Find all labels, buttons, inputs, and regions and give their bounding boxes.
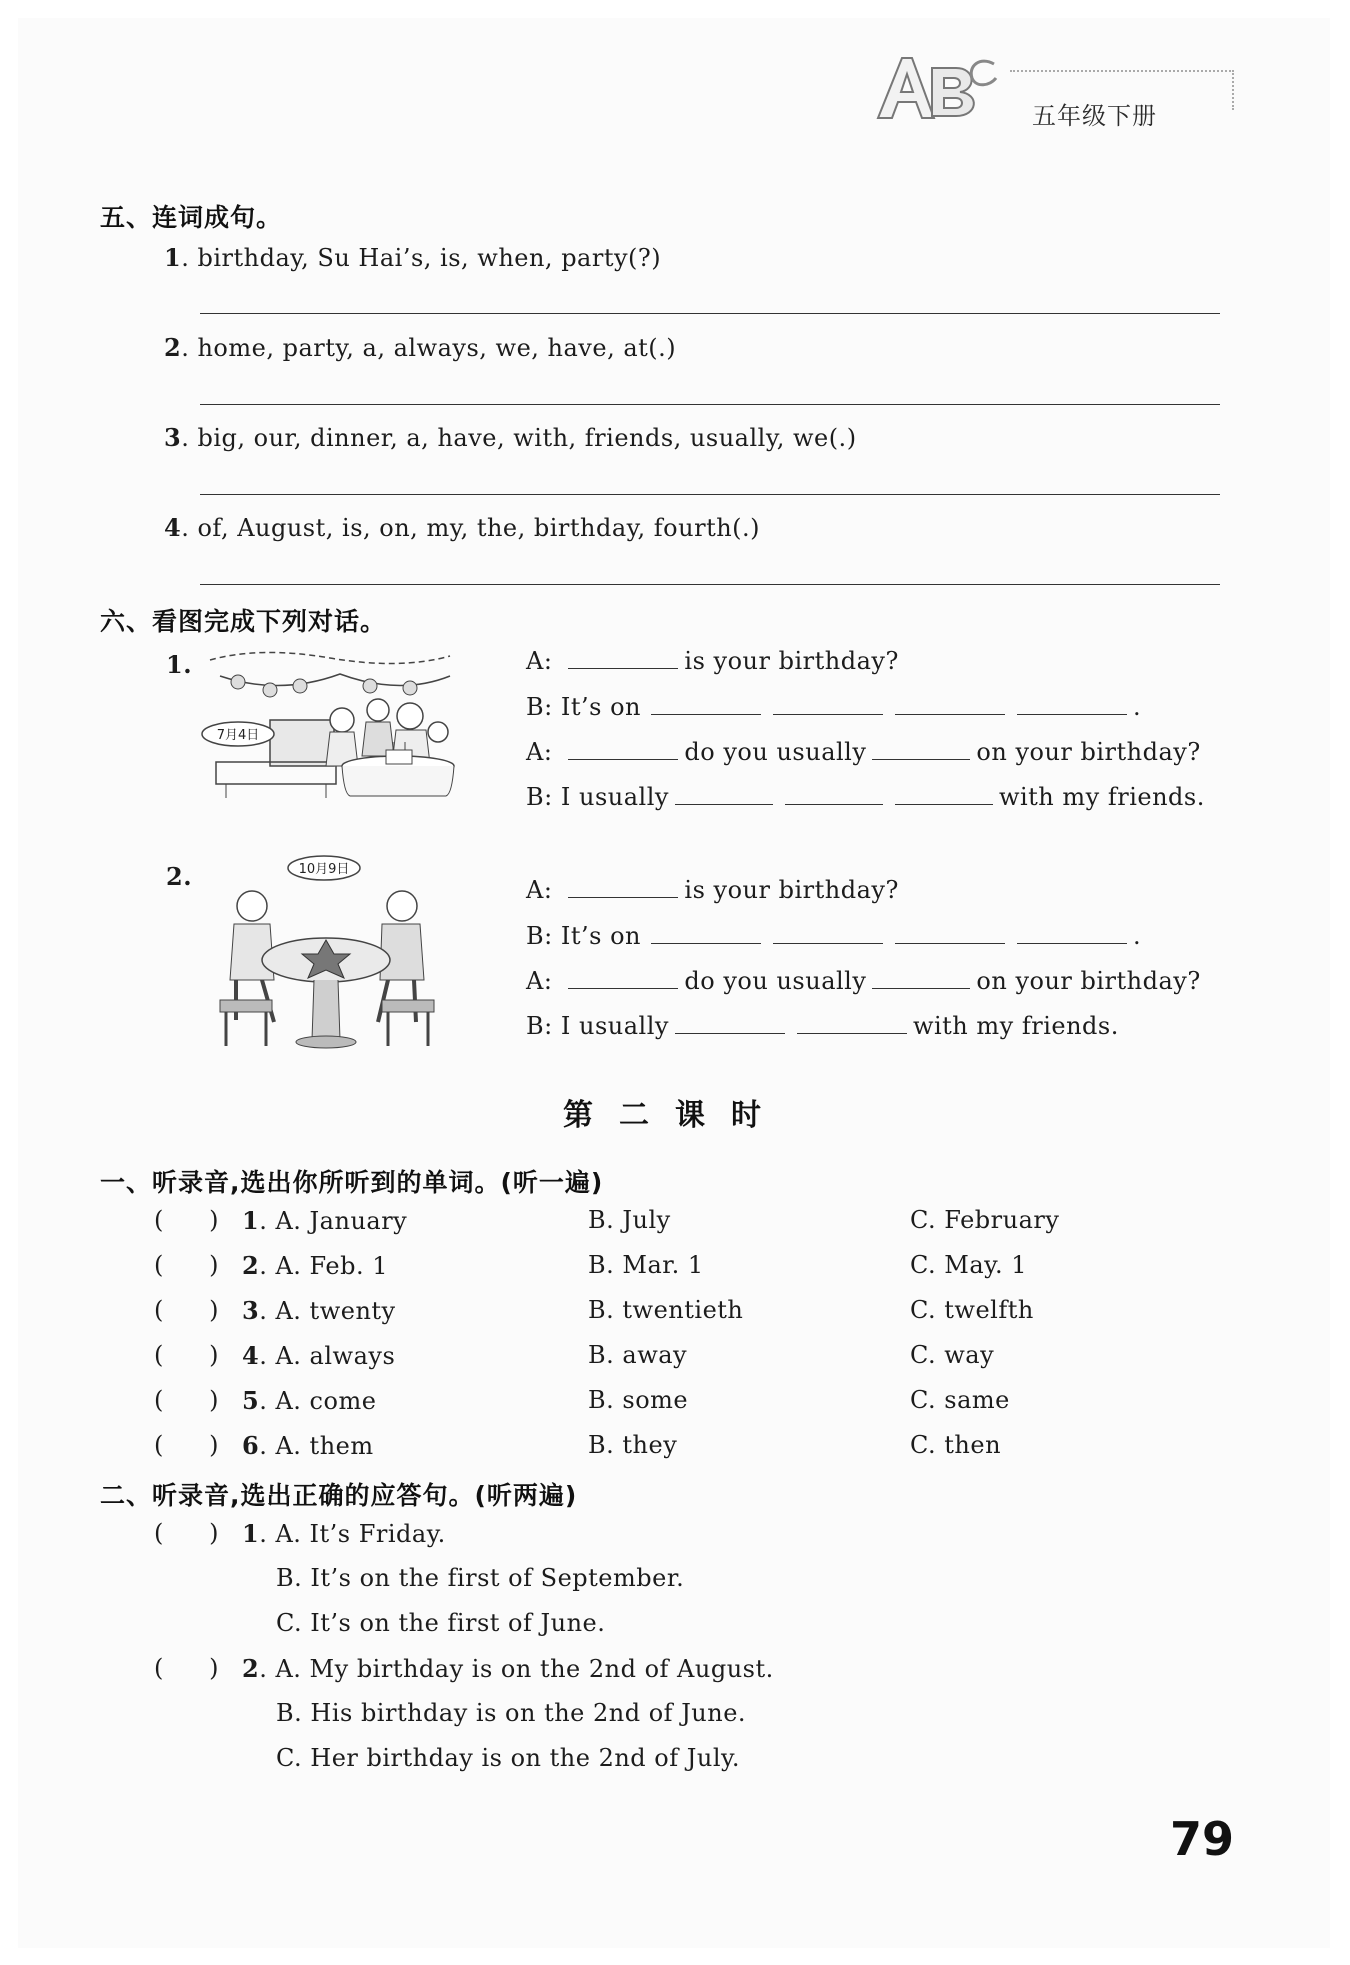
dialog-1-line-b2 (526, 782, 1205, 811)
item-number: 3 (242, 1296, 260, 1325)
choice-b: B. some (588, 1386, 689, 1414)
chess-game-picture (216, 850, 442, 1056)
item-number: 2 (242, 1251, 260, 1280)
paren-open: ( (154, 1251, 164, 1279)
choice-b: B. away (588, 1341, 688, 1369)
choice-c: C. May. 1 (910, 1251, 1028, 1279)
item-number: 1 (242, 1519, 260, 1548)
paren-open: ( (154, 1341, 164, 1369)
paren-open: ( (154, 1206, 164, 1234)
dialog-2-line-b1: B: It’s on . (526, 922, 1142, 950)
item-number: 2 (164, 333, 182, 362)
paren-open: ( (154, 1519, 164, 1547)
item-number: 2 (242, 1654, 260, 1683)
answer-line[interactable] (200, 494, 1220, 495)
answer-paren[interactable] (154, 1206, 219, 1234)
section-6-title: 六、看图完成下列对话。 (100, 607, 387, 636)
speaker-label: B: (526, 783, 553, 811)
speaker-label: B: (526, 1012, 553, 1040)
blank-field[interactable] (675, 1011, 785, 1034)
item-number: 3 (164, 423, 182, 452)
choice-text: . A. always (259, 1342, 396, 1370)
speaker-label: A: (526, 876, 553, 904)
paren-open: ( (154, 1431, 164, 1459)
line-text: do you usually (684, 738, 867, 766)
choice-b: B. twentieth (588, 1296, 744, 1324)
choice-a (242, 1251, 388, 1280)
choice-text: . A. Feb. 1 (259, 1252, 388, 1280)
blank-field[interactable] (568, 966, 678, 989)
choice-c: C. February (910, 1206, 1060, 1234)
line-text: on your birthday? (976, 738, 1201, 766)
item-number: 4 (242, 1341, 260, 1370)
section-5-title: 五、连词成句。 (100, 203, 283, 232)
item-words: . big, our, dinner, a, have, with, friends, usually, we(.) (181, 424, 857, 452)
part-1-title: 一、听录音,选出你所听到的单词。(听一遍) (100, 1168, 604, 1197)
blank-field[interactable] (773, 921, 883, 944)
s5-item-3 (164, 423, 857, 452)
choice-text: . A. come (259, 1387, 377, 1415)
p2-item-1-choice-c: C. It’s on the first of June. (276, 1609, 606, 1637)
answer-paren[interactable] (154, 1251, 219, 1279)
blank-field[interactable] (895, 782, 993, 805)
item-number: 4 (164, 513, 182, 542)
blank-field[interactable] (773, 692, 883, 715)
answer-paren[interactable] (154, 1654, 219, 1682)
choice-a (242, 1296, 396, 1325)
choice-c: C. then (910, 1431, 1002, 1459)
dialog-2-number: 2. (166, 862, 193, 891)
line-text: It’s on (560, 693, 641, 721)
blank-field[interactable] (895, 921, 1005, 944)
speaker-label: A: (526, 738, 553, 766)
speaker-label: A: (526, 967, 553, 995)
lesson-title: 第二课时 (563, 1098, 787, 1133)
answer-line[interactable] (200, 404, 1220, 405)
abc-logo (872, 52, 1004, 124)
line-text: It’s on (560, 922, 641, 950)
blank-field[interactable] (1017, 921, 1127, 944)
dialog-2-line-a1 (526, 875, 899, 904)
answer-paren[interactable] (154, 1296, 219, 1324)
paren-open: ( (154, 1386, 164, 1414)
choice-b: B. July (588, 1206, 671, 1234)
line-text: I usually (560, 1012, 669, 1040)
line-text: with my friends. (912, 1012, 1119, 1040)
blank-field[interactable] (568, 737, 678, 760)
blank-field[interactable] (651, 921, 761, 944)
dialog-2-line-b2 (526, 1011, 1119, 1040)
line-text: I usually (560, 783, 669, 811)
s5-item-1 (164, 243, 661, 272)
page-number: 79 (1170, 1812, 1235, 1866)
grade-label: 五年级下册 (1032, 102, 1157, 130)
blank-field[interactable] (872, 966, 970, 989)
dialog-1-number: 1. (166, 650, 193, 679)
answer-line[interactable] (200, 313, 1220, 314)
p2-item-2-choice-c: C. Her birthday is on the 2nd of July. (276, 1744, 740, 1772)
answer-paren[interactable] (154, 1431, 219, 1459)
answer-paren[interactable] (154, 1341, 219, 1369)
item-words: . of, August, is, on, my, the, birthday, fourth(.) (181, 514, 761, 542)
paren-close: ) (209, 1386, 219, 1414)
choice-b: B. they (588, 1431, 678, 1459)
answer-paren[interactable] (154, 1519, 219, 1547)
item-number: 5 (242, 1386, 260, 1415)
choice-a (242, 1431, 374, 1460)
answer-paren[interactable] (154, 1386, 219, 1414)
birthday-party-picture (200, 646, 462, 806)
blank-field[interactable] (651, 692, 761, 715)
speaker-label: B: (526, 693, 553, 721)
choice-a (242, 1386, 376, 1415)
paren-close: ) (209, 1654, 219, 1682)
paren-close: ) (209, 1251, 219, 1279)
part-2-title: 二、听录音,选出正确的应答句。(听两遍) (100, 1481, 578, 1510)
blank-field[interactable] (568, 646, 678, 669)
choice-text: . A. My birthday is on the 2nd of August. (259, 1655, 774, 1683)
dialog-1-line-b1: B: It’s on . (526, 693, 1142, 721)
blank-field[interactable] (568, 875, 678, 898)
dialog-1-line-a2 (526, 737, 1201, 766)
part-1-items (0, 1206, 1350, 1476)
choice-a (242, 1341, 395, 1370)
paren-close: ) (209, 1519, 219, 1547)
paren-open: ( (154, 1654, 164, 1682)
p2-item-1-choice-a (242, 1519, 446, 1548)
choice-c: C. same (910, 1386, 1010, 1414)
choice-b: B. Mar. 1 (588, 1251, 704, 1279)
date-tag-1: 7月4日 (216, 728, 260, 743)
speaker-label: B: (526, 922, 553, 950)
line-text: is your birthday? (684, 876, 899, 904)
blank-field[interactable] (797, 1011, 907, 1034)
paren-close: ) (209, 1431, 219, 1459)
blank-field[interactable] (785, 782, 883, 805)
s5-item-2 (164, 333, 676, 362)
paren-open: ( (154, 1296, 164, 1324)
choice-a (242, 1206, 407, 1235)
answer-line[interactable] (200, 584, 1220, 585)
choice-text: . A. them (259, 1432, 374, 1460)
item-words: . birthday, Su Hai’s, is, when, party(?) (181, 244, 662, 272)
speaker-label: A: (526, 647, 553, 675)
p2-item-2-choice-b: B. His birthday is on the 2nd of June. (276, 1699, 747, 1727)
choice-text: . A. twenty (259, 1297, 396, 1325)
choice-text: . A. It’s Friday. (259, 1520, 446, 1548)
line-text: do you usually (684, 967, 867, 995)
date-tag-2: 10月9日 (298, 862, 350, 877)
line-text: on your birthday? (976, 967, 1201, 995)
line-text: with my friends. (998, 783, 1205, 811)
blank-field[interactable] (675, 782, 773, 805)
blank-field[interactable] (1017, 692, 1127, 715)
blank-field[interactable] (895, 692, 1005, 715)
choice-text: . A. January (259, 1207, 408, 1235)
p2-item-2-choice-a (242, 1654, 774, 1683)
dialog-1-line-a1 (526, 646, 899, 675)
paren-close: ) (209, 1296, 219, 1324)
p2-item-1-choice-b: B. It’s on the first of September. (276, 1564, 685, 1592)
s5-item-4 (164, 513, 760, 542)
item-words: . home, party, a, always, we, have, at(.) (181, 334, 677, 362)
item-number: 1 (242, 1206, 260, 1235)
choice-c: C. twelfth (910, 1296, 1034, 1324)
choice-c: C. way (910, 1341, 995, 1369)
item-number: 1 (164, 243, 182, 272)
dialog-2-line-a2 (526, 966, 1201, 995)
line-text: is your birthday? (684, 647, 899, 675)
blank-field[interactable] (872, 737, 970, 760)
paren-close: ) (209, 1341, 219, 1369)
item-number: 6 (242, 1431, 260, 1460)
paren-close: ) (209, 1206, 219, 1234)
